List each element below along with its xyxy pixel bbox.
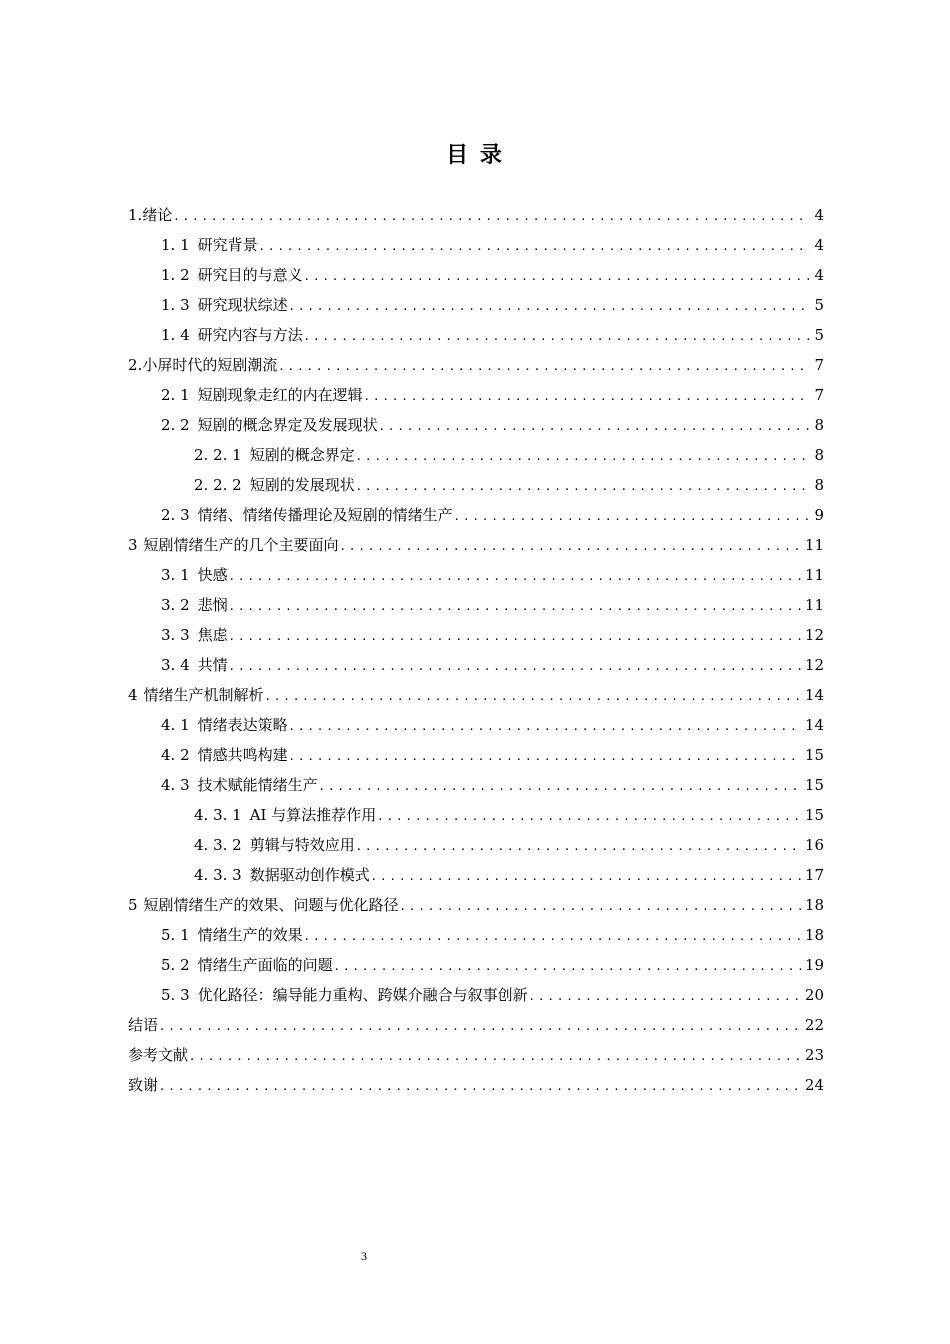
- toc-entry-number: 2. 2. 1: [194, 446, 242, 464]
- toc-entry-title: 优化路径：编导能力重构、跨媒介融合与叙事创新: [197, 986, 528, 1004]
- dot-leader: [160, 1012, 801, 1042]
- toc-entry[interactable]: [128, 740, 824, 770]
- toc-entry-number: 4. 3. 1: [194, 806, 242, 824]
- toc-entry[interactable]: [128, 620, 824, 650]
- dot-leader: [230, 592, 801, 622]
- toc-entry-page: 8: [814, 476, 824, 494]
- toc-entry-number: 4. 3. 2: [194, 836, 242, 854]
- toc-entry-title: 共情: [197, 656, 228, 674]
- toc-entry-number: 3: [128, 536, 138, 554]
- toc-entry-title: 短剧的发展现状: [249, 476, 355, 494]
- toc-entry[interactable]: [128, 950, 824, 980]
- toc-entry-title: 短剧的概念界定及发展现状: [197, 416, 378, 434]
- toc-entry-page: 20: [804, 986, 824, 1004]
- toc-entry-title: 情绪、情绪传播理论及短剧的情绪生产: [197, 506, 453, 524]
- toc-entry-title: 短剧情绪生产的效果、问题与优化路径: [143, 896, 399, 914]
- toc-entry-page: 15: [804, 746, 824, 764]
- toc-entry[interactable]: [128, 800, 824, 830]
- toc-entry-title: 研究背景: [197, 236, 258, 254]
- toc-entry-number: 5. 1: [161, 926, 190, 944]
- toc-entry-page: 5: [814, 326, 824, 344]
- toc-entry[interactable]: [128, 530, 824, 560]
- toc-entry-number: 2. 2. 2: [194, 476, 242, 494]
- dot-leader: [230, 622, 801, 652]
- toc-entry-title: 小屏时代的短剧潮流: [142, 356, 278, 374]
- toc-entry-title: 结语: [128, 1016, 159, 1034]
- dot-leader: [174, 202, 810, 232]
- toc-entry-title: 数据驱动创作模式: [249, 866, 370, 884]
- toc-entry-number: 3. 2: [161, 596, 190, 614]
- dot-leader: [190, 1042, 801, 1072]
- toc-entry-page: 7: [814, 356, 824, 374]
- toc-entry[interactable]: [128, 770, 824, 800]
- toc-entry-title: 情绪生产的效果: [197, 926, 303, 944]
- toc-title: 目 录: [446, 143, 504, 168]
- toc-entry-page: 11: [804, 596, 824, 614]
- dot-leader: [357, 832, 801, 862]
- toc-entry-title: 情绪表达策略: [197, 716, 288, 734]
- dot-leader: [230, 652, 801, 682]
- toc-entry-page: 12: [804, 656, 824, 674]
- toc-entry-title: 致谢: [128, 1076, 159, 1094]
- toc-entry[interactable]: [128, 200, 824, 230]
- dot-leader: [378, 802, 801, 832]
- toc-entry-page: 5: [814, 296, 824, 314]
- toc-entry-number: 4. 3. 3: [194, 866, 242, 884]
- toc-entry[interactable]: [128, 410, 824, 440]
- toc-entry-number: 5. 3: [161, 986, 190, 1004]
- dot-leader: [320, 772, 801, 802]
- toc-entry[interactable]: [128, 890, 824, 920]
- toc-entry-page: 24: [804, 1076, 824, 1094]
- toc-entry[interactable]: [128, 860, 824, 890]
- toc-entry[interactable]: [128, 710, 824, 740]
- toc-entry-title: 绪论: [142, 206, 173, 224]
- toc-entry[interactable]: [128, 290, 824, 320]
- toc-entry-number: 4. 3: [161, 776, 190, 794]
- toc-entry-title: 情绪生产面临的问题: [197, 956, 333, 974]
- table-of-contents: [128, 200, 824, 1100]
- toc-entry-number: 3. 3: [161, 626, 190, 644]
- dot-leader: [160, 1072, 801, 1102]
- toc-entry-page: 16: [804, 836, 824, 854]
- toc-entry-number: 3. 1: [161, 566, 190, 584]
- toc-entry-title: 情感共鸣构建: [197, 746, 288, 764]
- toc-entry[interactable]: [128, 380, 824, 410]
- dot-leader: [380, 412, 811, 442]
- toc-entry-page: 4: [814, 266, 824, 284]
- toc-entry-page: 7: [814, 386, 824, 404]
- toc-entry-number: 5. 2: [161, 956, 190, 974]
- toc-entry-page: 18: [804, 896, 824, 914]
- toc-entry-page: 9: [814, 506, 824, 524]
- toc-entry[interactable]: [128, 590, 824, 620]
- dot-leader: [357, 442, 811, 472]
- dot-leader: [341, 532, 801, 562]
- dot-leader: [305, 322, 811, 352]
- dot-leader: [260, 232, 811, 262]
- toc-entry-page: 11: [804, 536, 824, 554]
- toc-entry[interactable]: [128, 980, 824, 1010]
- toc-entry[interactable]: [128, 470, 824, 500]
- toc-entry-title: 研究现状综述: [197, 296, 288, 314]
- toc-entry[interactable]: [128, 830, 824, 860]
- dot-leader: [372, 862, 801, 892]
- toc-entry-number: 2. 2: [161, 416, 190, 434]
- toc-entry-title: AI 与算法推荐作用: [249, 806, 377, 824]
- toc-entry-number: 3. 4: [161, 656, 190, 674]
- dot-leader: [290, 712, 801, 742]
- toc-entry-title: 技术赋能情绪生产: [197, 776, 318, 794]
- toc-entry-number: 4: [128, 686, 138, 704]
- toc-entry[interactable]: [128, 500, 824, 530]
- toc-entry-title: 悲悯: [197, 596, 228, 614]
- toc-entry-title: 研究目的与意义: [197, 266, 303, 284]
- dot-leader: [279, 352, 810, 382]
- toc-entry-page: 18: [804, 926, 824, 944]
- toc-entry-title: 快感: [197, 566, 228, 584]
- toc-entry-page: 8: [814, 446, 824, 464]
- toc-entry[interactable]: [128, 1010, 824, 1040]
- dot-leader: [401, 892, 801, 922]
- toc-entry-title: 短剧的概念界定: [249, 446, 355, 464]
- dot-leader: [290, 292, 811, 322]
- toc-entry-page: 4: [814, 206, 824, 224]
- toc-entry-number: 2.: [128, 356, 143, 374]
- toc-entry-number: 5: [128, 896, 138, 914]
- toc-entry-page: 11: [804, 566, 824, 584]
- toc-entry[interactable]: [128, 350, 824, 380]
- toc-entry-title: 情绪生产机制解析: [143, 686, 264, 704]
- toc-entry-page: 4: [814, 236, 824, 254]
- toc-entry[interactable]: [128, 1040, 824, 1070]
- toc-entry[interactable]: [128, 440, 824, 470]
- dot-leader: [305, 262, 811, 292]
- dot-leader: [305, 922, 801, 952]
- toc-entry-number: 1.: [128, 206, 143, 224]
- toc-entry-page: 15: [804, 776, 824, 794]
- toc-entry-page: 12: [804, 626, 824, 644]
- dot-leader: [365, 382, 811, 412]
- toc-entry-title: 参考文献: [128, 1046, 189, 1064]
- toc-entry[interactable]: [128, 650, 824, 680]
- toc-entry-number: 1. 2: [161, 266, 190, 284]
- toc-entry-number: 2. 3: [161, 506, 190, 524]
- toc-entry[interactable]: [128, 1070, 824, 1100]
- toc-entry-number: 4. 1: [161, 716, 190, 734]
- toc-entry-page: 8: [814, 416, 824, 434]
- dot-leader: [266, 682, 801, 712]
- toc-entry-number: 1. 4: [161, 326, 190, 344]
- dot-leader: [335, 952, 801, 982]
- toc-entry-page: 22: [804, 1016, 824, 1034]
- toc-entry[interactable]: [128, 320, 824, 350]
- dot-leader: [530, 982, 801, 1012]
- toc-entry-title: 短剧现象走红的内在逻辑: [197, 386, 363, 404]
- toc-entry-page: 19: [804, 956, 824, 974]
- dot-leader: [230, 562, 801, 592]
- page-number: 3: [361, 1249, 367, 1263]
- toc-entry-page: 23: [804, 1046, 824, 1064]
- toc-entry-number: 2. 1: [161, 386, 190, 404]
- toc-entry-title: 研究内容与方法: [197, 326, 303, 344]
- toc-entry-title: 焦虑: [197, 626, 228, 644]
- toc-entry-number: 1. 3: [161, 296, 190, 314]
- toc-entry-number: 4. 2: [161, 746, 190, 764]
- toc-entry-page: 14: [804, 686, 824, 704]
- toc-entry[interactable]: [128, 920, 824, 950]
- toc-entry[interactable]: [128, 680, 824, 710]
- toc-entry-title: 剪辑与特效应用: [249, 836, 355, 854]
- dot-leader: [357, 472, 811, 502]
- dot-leader: [290, 742, 801, 772]
- toc-entry-page: 17: [804, 866, 824, 884]
- toc-entry-number: 1. 1: [161, 236, 190, 254]
- toc-entry-title: 短剧情绪生产的几个主要面向: [143, 536, 339, 554]
- toc-entry-page: 15: [804, 806, 824, 824]
- toc-entry[interactable]: [128, 560, 824, 590]
- toc-entry[interactable]: [128, 260, 824, 290]
- dot-leader: [455, 502, 811, 532]
- toc-entry[interactable]: [128, 230, 824, 260]
- toc-entry-page: 14: [804, 716, 824, 734]
